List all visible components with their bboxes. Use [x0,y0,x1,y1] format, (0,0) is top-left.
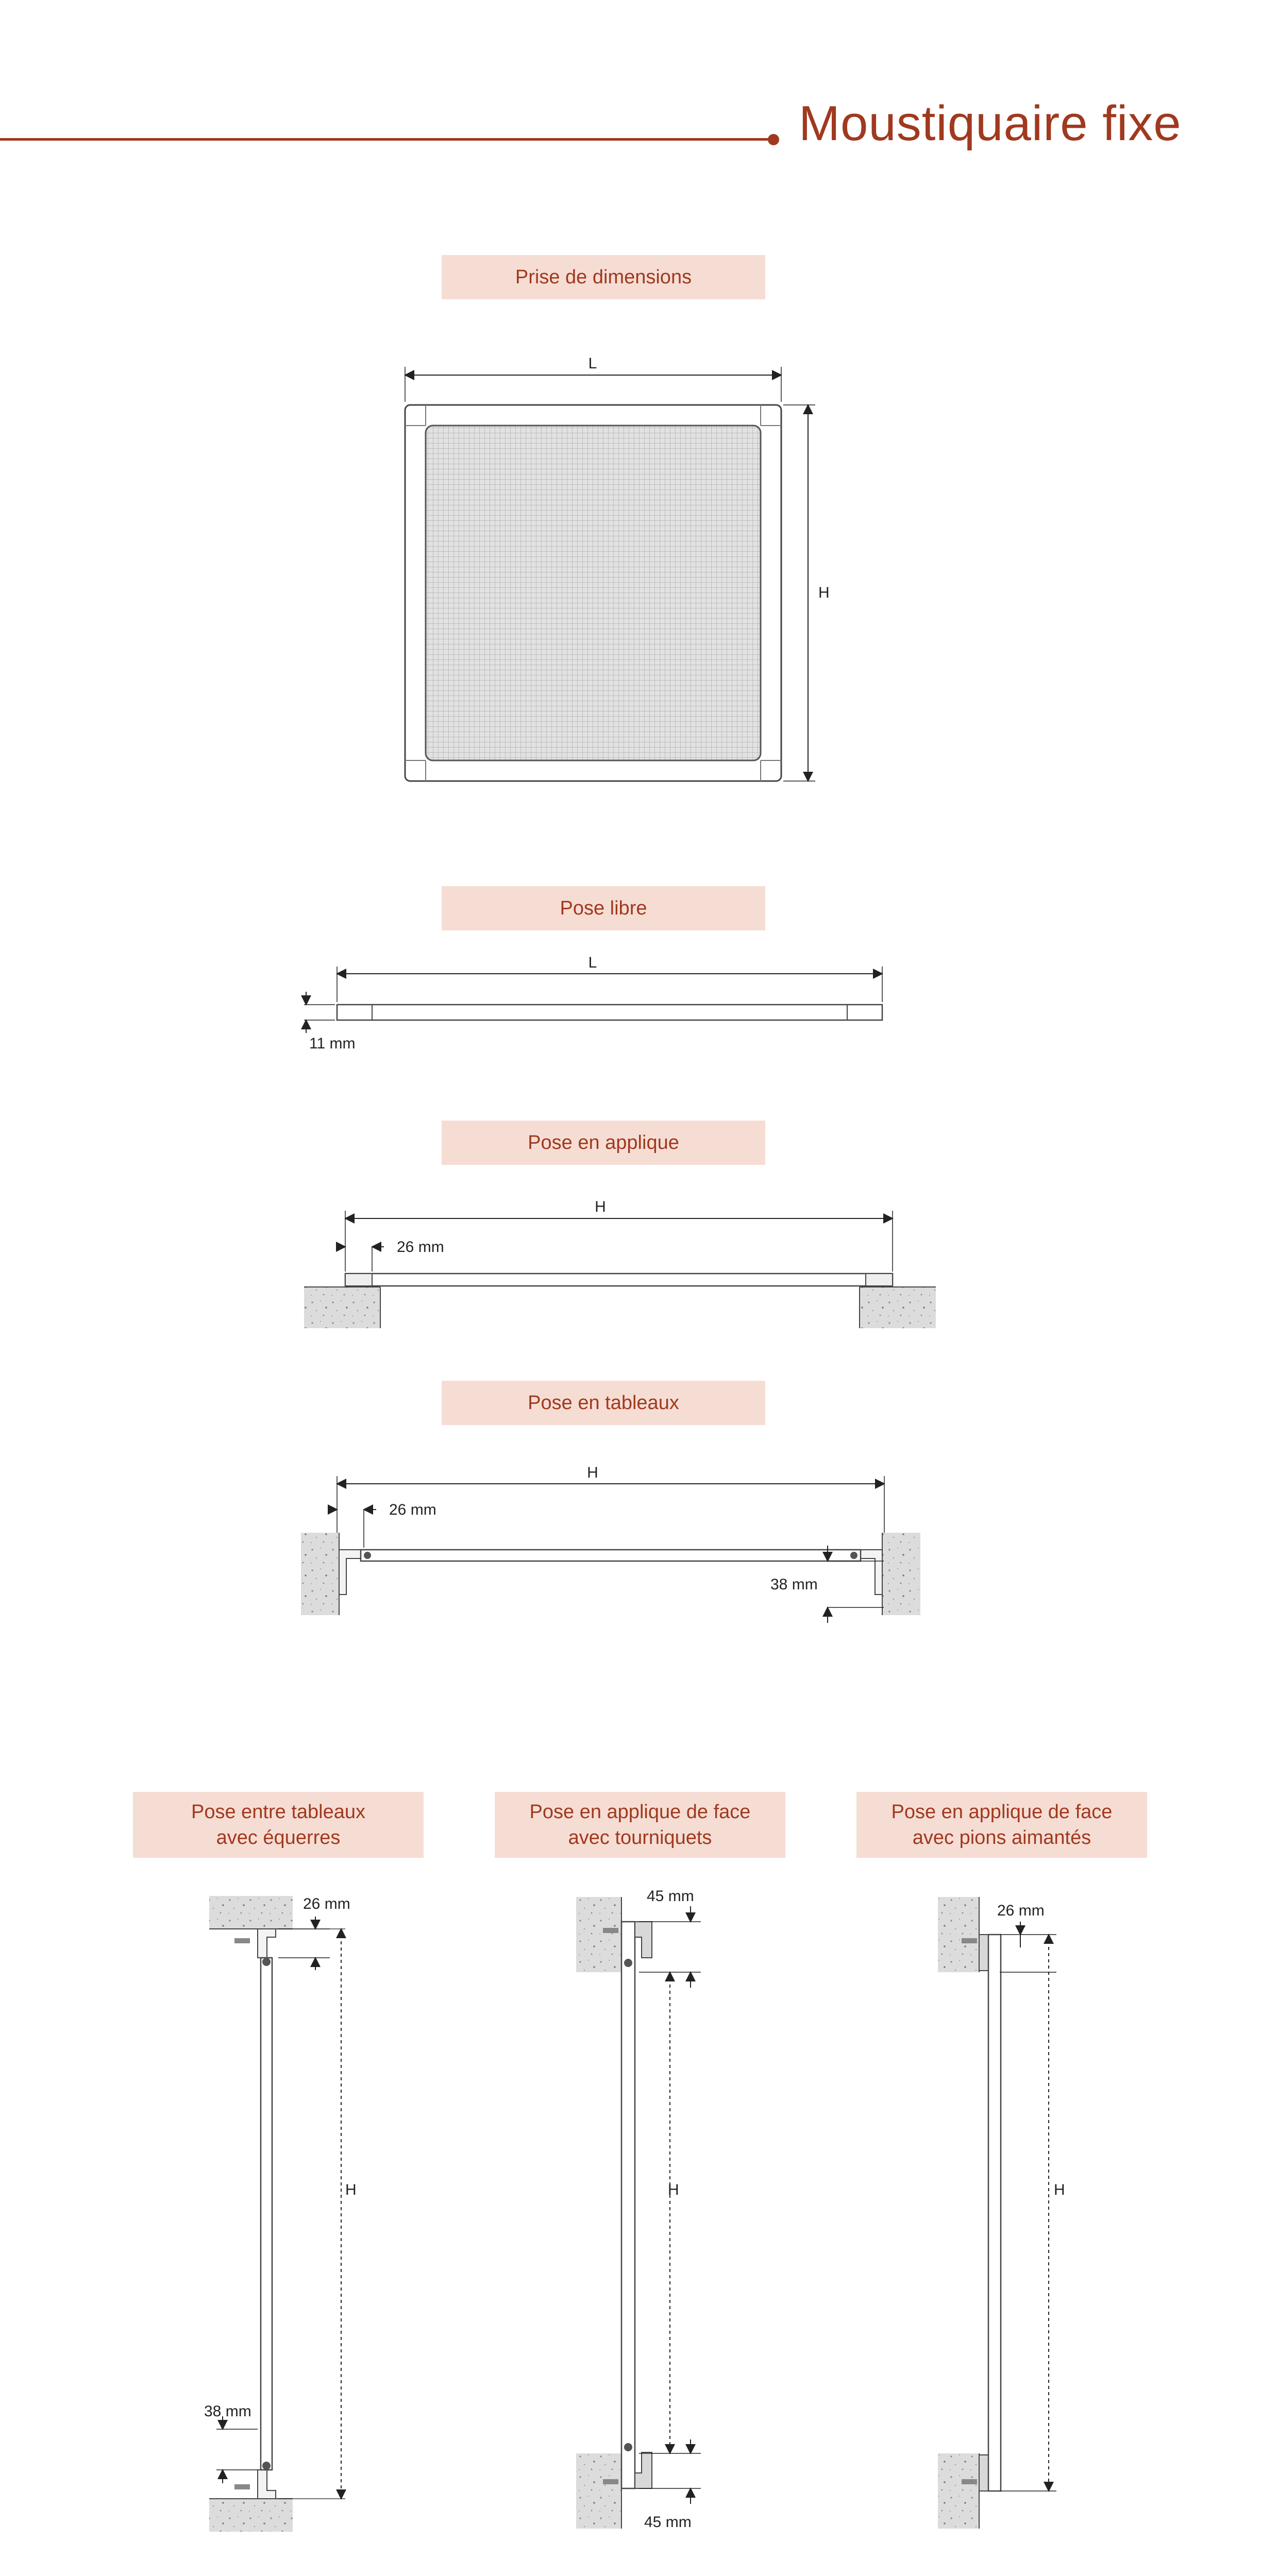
libre-thickness-label: 11 mm [309,1035,356,1052]
tableaux-depth-label: 38 mm [770,1576,818,1593]
detail3-top-dim: 26 mm [997,1902,1045,1919]
detail1-bottom-dim: 38 mm [204,2403,251,2420]
detail-label-line2: avec pions aimantés [912,1827,1091,1849]
section-label-applique: Pose en applique [442,1121,765,1165]
section-label-libre: Pose libre [442,886,765,930]
detail-equerres-drawing [204,1895,357,2532]
detail-label-line1: Pose en applique de face [529,1801,751,1823]
mosquito-screen-front-view [405,405,781,781]
pose-applique-drawing [304,1198,936,1328]
libre-width-label: L [588,954,597,971]
dimension-height [783,405,830,781]
detail1-height-label: H [345,2181,357,2198]
detail1-top-dim: 26 mm [303,1895,350,1912]
detail2-top-dim: 45 mm [647,1888,694,1905]
detail2-height-label: H [668,2181,679,2198]
detail-label-line2: avec tourniquets [568,1827,712,1849]
applique-width-label: H [595,1198,606,1215]
detail-label-line2: avec équerres [216,1827,341,1849]
detail-pions-drawing [938,1897,1065,2529]
tableaux-width-label: H [587,1464,598,1481]
section-label-prise: Prise de dimensions [442,255,765,299]
tableaux-offset-label: 26 mm [389,1501,436,1518]
detail-label-line1: Pose en applique de face [891,1801,1113,1823]
detail2-bottom-dim: 45 mm [644,2514,692,2531]
detail3-height-label: H [1054,2181,1065,2198]
detail-label-line1: Pose entre tableaux [191,1801,365,1823]
applique-offset-label: 26 mm [397,1239,444,1256]
dimension-width [405,355,781,402]
width-label: L [588,355,597,372]
detail-tourniquets-drawing [576,1888,701,2531]
height-label: H [818,584,830,601]
section-label-tableaux: Pose en tableaux [442,1381,765,1425]
pose-tableaux-drawing [301,1464,920,1623]
page-title: Moustiquaire fixe [799,96,1182,151]
pose-libre-drawing [304,954,882,1052]
